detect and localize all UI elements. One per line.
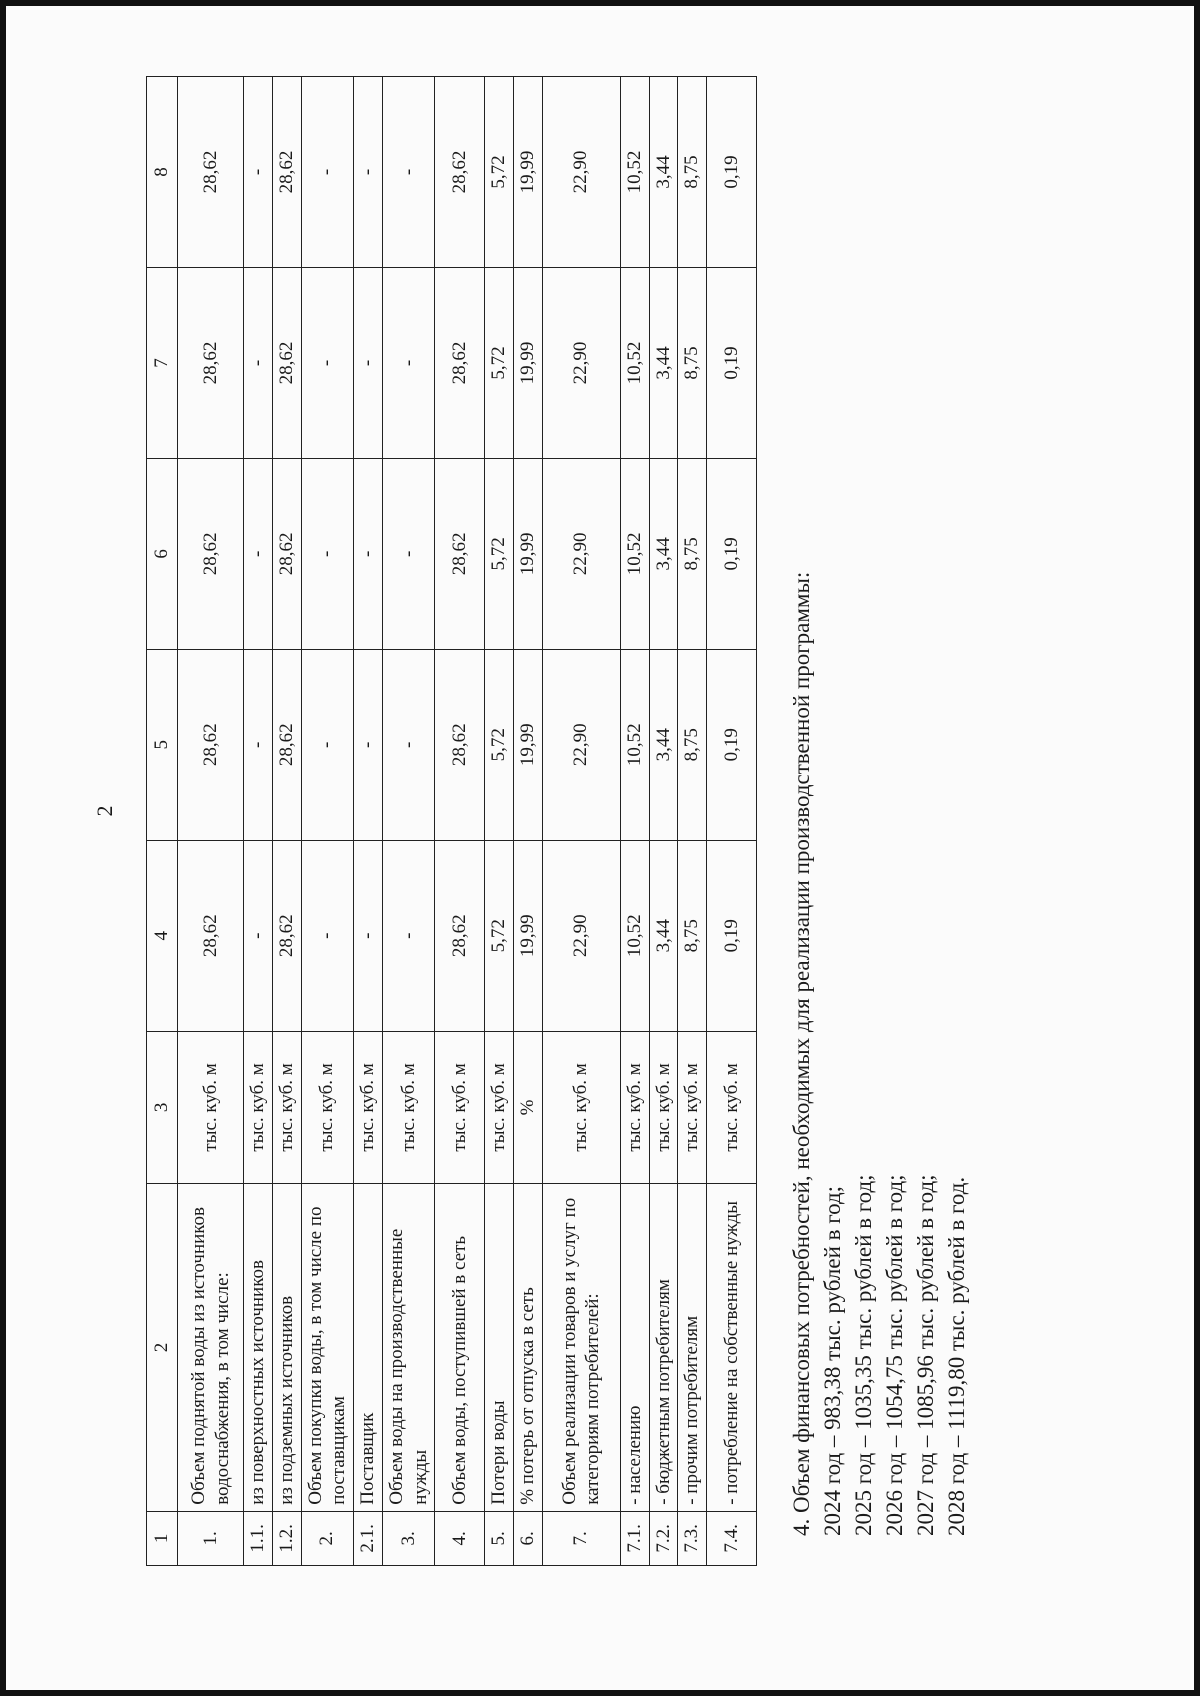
unit-cell: тыс. куб. м — [272, 1031, 301, 1184]
indicator-name-cell: Объем покупки воды, в том числе по поставщикам — [301, 1184, 354, 1512]
value-cell: 28,62 — [178, 840, 244, 1031]
finance-line: 2028 год – 1119,80 тыс. рублей в год. — [944, 1176, 969, 1536]
value-cell: 3,44 — [649, 267, 678, 458]
value-cell: 0,19 — [707, 267, 757, 458]
value-cell: - — [354, 267, 383, 458]
value-cell: 8,75 — [678, 458, 707, 649]
finance-heading: 4. Объем финансовых потребностей, необходимых для реализации производственной программы: — [789, 571, 814, 1536]
indicator-name-cell: Объем поднятой воды из источников водоснабжения, в том числе: — [178, 1184, 244, 1512]
indicator-name-cell: - бюджетным потребителям — [649, 1184, 678, 1512]
value-cell: - — [354, 77, 383, 268]
header-cell: 6 — [147, 458, 178, 649]
row-number-cell: 7.3. — [678, 1511, 707, 1565]
value-cell: - — [382, 458, 435, 649]
row-number-cell: 2.1. — [354, 1511, 383, 1565]
table-row — [178, 77, 244, 1566]
value-cell: 22,90 — [542, 840, 620, 1031]
row-number-cell: 1. — [178, 1511, 244, 1565]
table-row — [707, 77, 757, 1566]
value-cell: - — [301, 649, 354, 840]
row-number-cell: 7.2. — [649, 1511, 678, 1565]
value-cell: - — [354, 458, 383, 649]
value-cell: 5,72 — [485, 840, 514, 1031]
value-cell: - — [382, 267, 435, 458]
value-cell: 5,72 — [485, 458, 514, 649]
value-cell: 3,44 — [649, 77, 678, 268]
value-cell: 3,44 — [649, 840, 678, 1031]
table-body — [178, 77, 757, 1566]
indicator-name-cell: - потребление на собственные нужды — [707, 1184, 757, 1512]
value-cell: 28,62 — [435, 77, 485, 268]
value-cell: - — [382, 649, 435, 840]
table-row — [301, 77, 354, 1566]
unit-cell: тыс. куб. м — [678, 1031, 707, 1184]
row-number-cell: 4. — [435, 1511, 485, 1565]
value-cell: - — [301, 267, 354, 458]
value-cell: 10,52 — [620, 77, 649, 268]
value-cell: 8,75 — [678, 840, 707, 1031]
value-cell: - — [301, 458, 354, 649]
value-cell: - — [382, 840, 435, 1031]
table-row — [678, 77, 707, 1566]
value-cell: 28,62 — [435, 649, 485, 840]
row-number-cell: 2. — [301, 1511, 354, 1565]
value-cell: - — [244, 267, 273, 458]
table-row — [542, 77, 620, 1566]
row-number-cell: 1.2. — [272, 1511, 301, 1565]
row-number-cell: 7.4. — [707, 1511, 757, 1565]
row-number-cell: 6. — [514, 1511, 543, 1565]
value-cell: - — [354, 840, 383, 1031]
table-header-row — [147, 77, 178, 1566]
table-row — [354, 77, 383, 1566]
value-cell: 5,72 — [485, 267, 514, 458]
production-program-table — [146, 76, 757, 1566]
header-cell: 8 — [147, 77, 178, 268]
value-cell: 8,75 — [678, 267, 707, 458]
value-cell: 3,44 — [649, 458, 678, 649]
unit-cell: тыс. куб. м — [620, 1031, 649, 1184]
row-number-cell: 1.1. — [244, 1511, 273, 1565]
unit-cell: тыс. куб. м — [542, 1031, 620, 1184]
value-cell: - — [301, 840, 354, 1031]
value-cell: 8,75 — [678, 649, 707, 840]
value-cell: 0,19 — [707, 77, 757, 268]
value-cell: - — [244, 649, 273, 840]
value-cell: 28,62 — [178, 649, 244, 840]
value-cell: 28,62 — [272, 458, 301, 649]
value-cell: 19,99 — [514, 77, 543, 268]
finance-line: 2025 год – 1035,35 тыс. рублей в год; — [851, 1174, 876, 1536]
value-cell: 19,99 — [514, 840, 543, 1031]
indicator-name-cell: Потери воды — [485, 1184, 514, 1512]
value-cell: - — [354, 649, 383, 840]
value-cell: 28,62 — [178, 77, 244, 268]
unit-cell: тыс. куб. м — [301, 1031, 354, 1184]
value-cell: 22,90 — [542, 649, 620, 840]
value-cell: 19,99 — [514, 267, 543, 458]
row-number-cell: 7.1. — [620, 1511, 649, 1565]
table-row — [435, 77, 485, 1566]
indicator-name-cell: - прочим потребителям — [678, 1184, 707, 1512]
table-row — [620, 77, 649, 1566]
table-row — [244, 77, 273, 1566]
value-cell: 19,99 — [514, 649, 543, 840]
value-cell: 10,52 — [620, 649, 649, 840]
value-cell: 19,99 — [514, 458, 543, 649]
value-cell: 28,62 — [178, 458, 244, 649]
value-cell: 22,90 — [542, 77, 620, 268]
value-cell: - — [244, 77, 273, 268]
value-cell: 0,19 — [707, 840, 757, 1031]
unit-cell: % — [514, 1031, 543, 1184]
value-cell: - — [244, 840, 273, 1031]
value-cell: - — [244, 458, 273, 649]
page-number: 2 — [92, 805, 117, 817]
finance-section — [786, 136, 972, 1536]
header-cell: 3 — [147, 1031, 178, 1184]
unit-cell: тыс. куб. м — [707, 1031, 757, 1184]
table-row — [514, 77, 543, 1566]
value-cell: 10,52 — [620, 458, 649, 649]
indicator-name-cell: % потерь от отпуска в сеть — [514, 1184, 543, 1512]
value-cell: 28,62 — [272, 77, 301, 268]
unit-cell: тыс. куб. м — [435, 1031, 485, 1184]
value-cell: 8,75 — [678, 77, 707, 268]
indicator-name-cell: - населению — [620, 1184, 649, 1512]
header-cell: 4 — [147, 840, 178, 1031]
value-cell: 0,19 — [707, 649, 757, 840]
value-cell: 5,72 — [485, 77, 514, 268]
header-cell: 1 — [147, 1511, 178, 1565]
value-cell: 22,90 — [542, 458, 620, 649]
value-cell: 10,52 — [620, 267, 649, 458]
unit-cell: тыс. куб. м — [485, 1031, 514, 1184]
finance-line: 2027 год – 1085,96 тыс. рублей в год; — [913, 1174, 938, 1536]
table-row — [382, 77, 435, 1566]
indicator-name-cell: Поставщик — [354, 1184, 383, 1512]
value-cell: 5,72 — [485, 649, 514, 840]
value-cell: 28,62 — [435, 267, 485, 458]
header-cell: 2 — [147, 1184, 178, 1512]
unit-cell: тыс. куб. м — [649, 1031, 678, 1184]
table-row — [649, 77, 678, 1566]
value-cell: 28,62 — [272, 267, 301, 458]
unit-cell: тыс. куб. м — [178, 1031, 244, 1184]
value-cell: 28,62 — [435, 840, 485, 1031]
value-cell: 28,62 — [272, 840, 301, 1031]
indicator-name-cell: Объем реализации товаров и услуг по категориям потребителей: — [542, 1184, 620, 1512]
value-cell: 3,44 — [649, 649, 678, 840]
row-number-cell: 5. — [485, 1511, 514, 1565]
indicator-name-cell: из поверхностных источников — [244, 1184, 273, 1512]
value-cell: 0,19 — [707, 458, 757, 649]
value-cell: - — [382, 77, 435, 268]
row-number-cell: 3. — [382, 1511, 435, 1565]
row-number-cell: 7. — [542, 1511, 620, 1565]
rotated-content — [146, 46, 1026, 1566]
value-cell: - — [301, 77, 354, 268]
unit-cell: тыс. куб. м — [382, 1031, 435, 1184]
indicator-name-cell: Объем воды на производственные нужды — [382, 1184, 435, 1512]
finance-line: 2024 год – 983,38 тыс. рублей в год; — [820, 1185, 845, 1536]
table-row — [272, 77, 301, 1566]
indicator-name-cell: Объем воды, поступившей в сеть — [435, 1184, 485, 1512]
value-cell: 22,90 — [542, 267, 620, 458]
header-cell: 5 — [147, 649, 178, 840]
value-cell: 28,62 — [435, 458, 485, 649]
header-cell: 7 — [147, 267, 178, 458]
finance-line: 2026 год – 1054,75 тыс. рублей в год; — [882, 1174, 907, 1536]
indicator-name-cell: из подземных источников — [272, 1184, 301, 1512]
value-cell: 28,62 — [272, 649, 301, 840]
unit-cell: тыс. куб. м — [354, 1031, 383, 1184]
value-cell: 10,52 — [620, 840, 649, 1031]
unit-cell: тыс. куб. м — [244, 1031, 273, 1184]
table-row — [485, 77, 514, 1566]
value-cell: 28,62 — [178, 267, 244, 458]
